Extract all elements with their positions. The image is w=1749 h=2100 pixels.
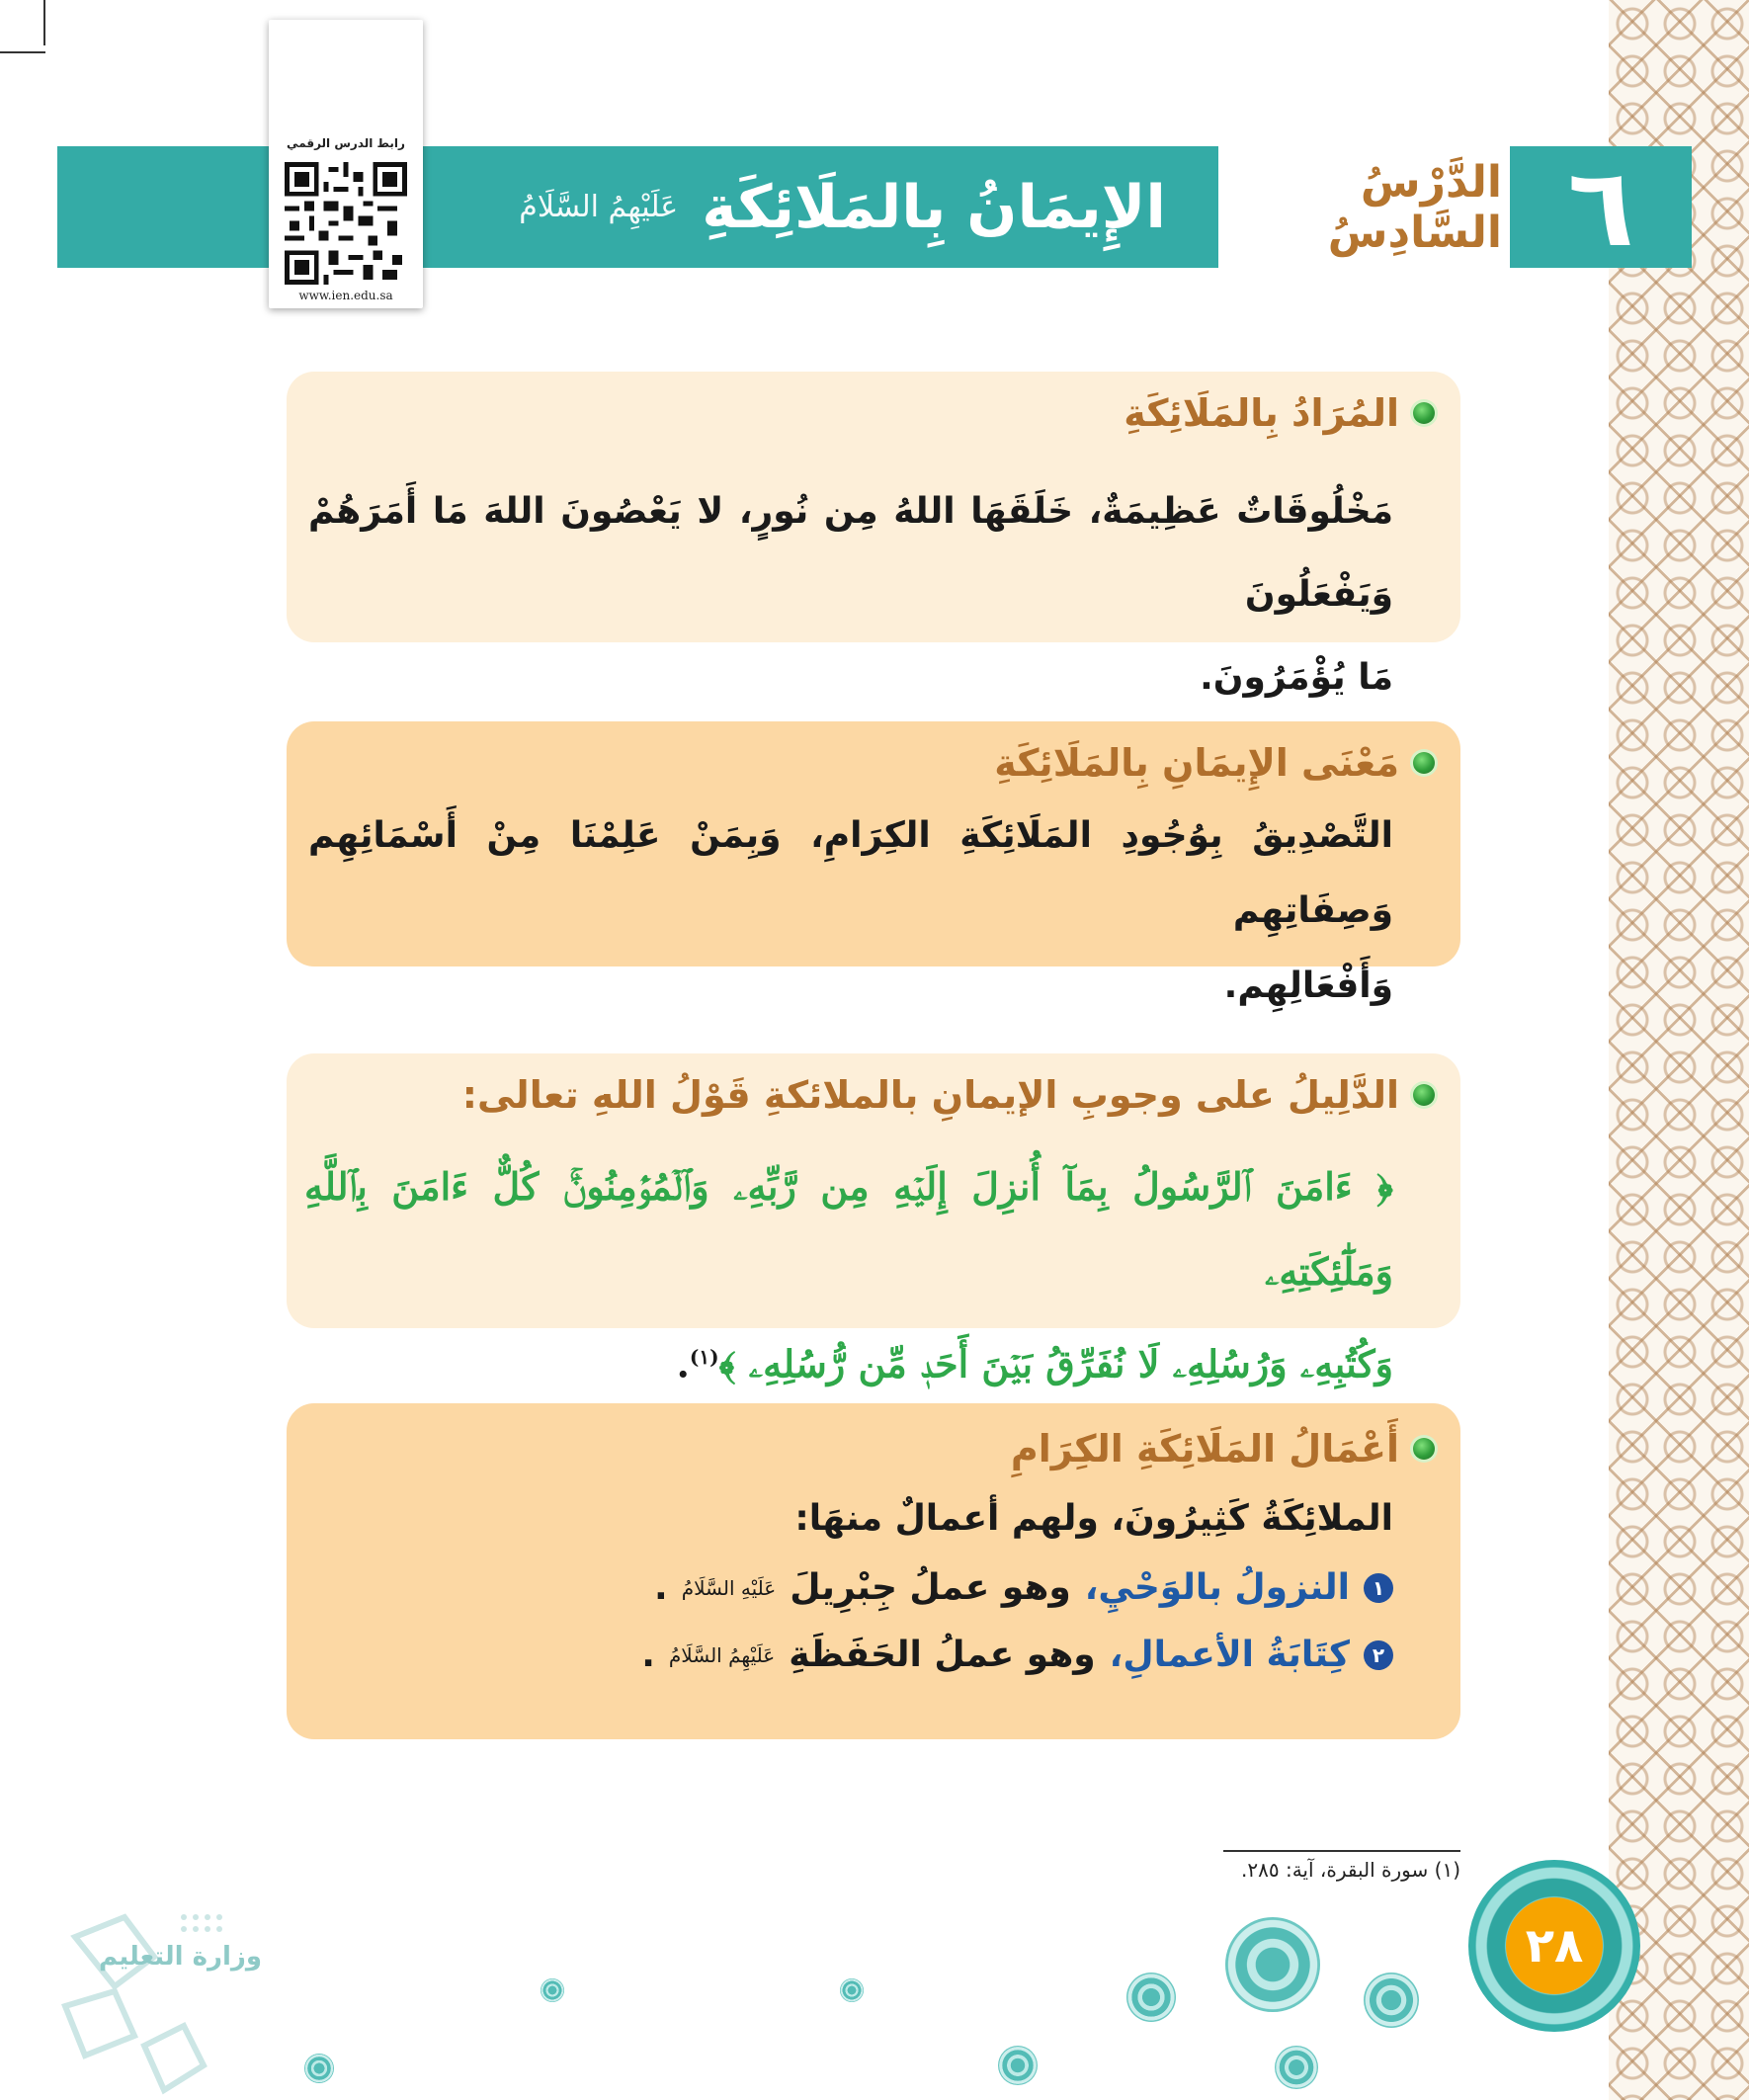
item-honorific: عَلَيْهِ السَّلَامُ	[681, 1575, 777, 1600]
ministry-label: وزارة التعليم	[99, 1942, 262, 1972]
list-item: ١ النزولُ بالوَحْيِ، وهو عملُ جِبْرِيلَ عَلَيْهِ السَّلَامُ .	[654, 1567, 1393, 1608]
green-bullet-icon	[1413, 1084, 1435, 1106]
item-highlight: كِتَابَةُ الأعمالِ،	[1109, 1635, 1350, 1675]
lesson-label: الدَّرْسُ السَّادِسُ	[1327, 156, 1502, 258]
section-body	[308, 798, 1393, 1024]
footnote-divider	[1223, 1850, 1460, 1852]
body-line: وَأَفْعَالِهِم.	[1223, 966, 1393, 1006]
qr-caption: رابط الدرس الرقمي	[287, 136, 405, 150]
body-line: مَا يُؤْمَرُونَ.	[1200, 657, 1393, 698]
footnote: (١) سورة البقرة، آية: ٢٨٥.	[1241, 1858, 1460, 1882]
qr-card[interactable]	[269, 20, 423, 308]
footnote-ref: (١)	[689, 1345, 719, 1369]
section-heading: المُرَادُ بِالمَلَائِكَةِ	[1124, 391, 1435, 435]
item-text: وهو عملُ جِبْرِيلَ	[790, 1567, 1071, 1608]
rosette-icon	[1364, 1973, 1419, 2028]
section-body	[308, 470, 1393, 719]
item-text: وهو عملُ الحَفَظَةِ	[789, 1635, 1096, 1675]
section-heading: الدَّلِيلُ على وجوبِ الإيمانِ بالملائكةِ قَوْلُ اللهِ تعالى:	[462, 1073, 1435, 1117]
section-heading: أَعْمَالُ المَلَائِكَةِ الكِرَامِ	[1011, 1427, 1435, 1470]
number-badge: ٢	[1364, 1640, 1393, 1670]
green-bullet-icon	[1413, 1438, 1435, 1460]
lesson-number-badge	[1510, 143, 1692, 271]
lesson-number: ٦	[1567, 143, 1634, 271]
rosette-icon	[1275, 2046, 1318, 2089]
section-duties	[287, 1403, 1460, 1739]
rosette-icon	[304, 2054, 334, 2083]
body-line: التَّصْدِيقُ بِوُجُودِ المَلَائِكَةِ الكِرَامِ، وَبِمَنْ عَلِمْنَا مِنْ أَسْمَائِهِم وَصِفَاتِهِم	[308, 815, 1393, 931]
page-number: ٢٨	[1506, 1897, 1603, 1994]
section-evidence	[287, 1053, 1460, 1386]
rosette-icon	[840, 1978, 864, 2002]
list-item: ٢ كِتَابَةُ الأعمالِ، وهو عملُ الحَفَظَةِ عَلَيْهِمُ السَّلَامُ .	[641, 1635, 1393, 1675]
section-meaning	[287, 721, 1460, 1006]
item-honorific: عَلَيْهِمُ السَّلَامُ	[668, 1642, 776, 1667]
verse-line: ﴿ ءَامَنَ ٱلرَّسُولُ بِمَآ أُنزِلَ إِلَيۡهِ مِن رَّبِّهِۦ وَٱلۡمُؤۡمِنُونَۚ كُلٌّ ءَامَنَ بِٱللَّهِ وَمَلَٰٓئِكَتِهِۦ	[304, 1164, 1393, 1294]
qr-code-icon[interactable]	[285, 162, 407, 285]
number-badge: ١	[1364, 1573, 1393, 1603]
green-bullet-icon	[1413, 402, 1435, 424]
title-honorific: عَلَيْهِمُ السَّلَامُ	[519, 190, 679, 224]
section-intro: الملائِكَةُ كَثِيرُونَ، ولهم أعمالٌ منهَا:	[794, 1498, 1393, 1539]
qr-url[interactable]: www.ien.edu.sa	[298, 289, 393, 302]
page-title-text: الإِيمَانُ بِالمَلَائِكَةِ	[702, 172, 1166, 242]
crop-mark	[43, 0, 45, 45]
section-heading: مَعْنَى الإِيمَانِ بِالمَلَائِكَةِ	[994, 741, 1435, 785]
rosette-icon	[998, 2046, 1038, 2085]
body-line: مَخْلُوقَاتٌ عَظِيمَةٌ، خَلَقَهَا اللهُ مِن نُورٍ، لا يَعْصُونَ اللهَ مَا أَمَرَهُمْ وَيَفْعَلُونَ	[308, 491, 1393, 615]
ministry-logo-icon	[55, 1897, 273, 2095]
rosette-icon	[1225, 1917, 1320, 2012]
section-definition	[287, 372, 1460, 698]
rosette-icon	[1126, 1973, 1176, 2022]
item-highlight: النزولُ بالوَحْيِ،	[1084, 1567, 1350, 1608]
green-bullet-icon	[1413, 752, 1435, 774]
verse-line-last: وَكُتُبِهِۦ وَرُسُلِهِۦ لَا نُفَرِّقُ بَيۡنَ أَحَدٖ مِّن رُّسُلِهِۦ ﴾$^{(١)}$.	[676, 1341, 1393, 1386]
rosette-icon	[541, 1978, 564, 2002]
page-title	[435, 146, 1166, 268]
crop-mark	[0, 51, 45, 53]
quran-verse	[304, 1144, 1393, 1407]
ornamental-pattern-strip	[1609, 0, 1749, 2100]
